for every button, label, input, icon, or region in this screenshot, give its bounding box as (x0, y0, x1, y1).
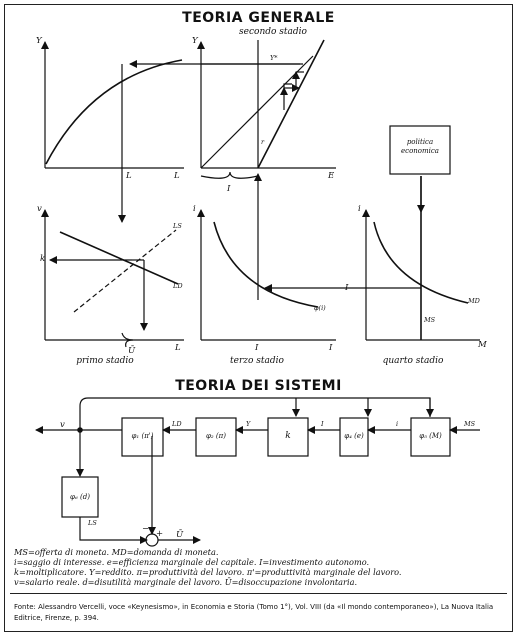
p3-y-label: v (37, 204, 42, 214)
stage-second-label: secondo stadio (239, 27, 307, 37)
p1-y-label: Y (36, 36, 42, 46)
sys-plus-label: + (156, 529, 164, 539)
source-note: Fonte: Alessandro Vercelli, voce «Keynesismo», in Economia e Storia (Tomo 1°), Vol. VIII (da «Il mondo contemporaneo»), La Nuova Italia Editrice, Firenze, p. 394. (14, 603, 494, 622)
p4-I-mark: I (255, 343, 259, 353)
sys-minus-label: − (142, 524, 150, 534)
p1-L-mark: L (126, 171, 132, 181)
panel-production-function (45, 42, 184, 222)
stage-fourth-label: quarto stadio (382, 356, 444, 366)
legend-line: v=salario reale. d=disutilità marginale del lavoro. Ū=disoccupazione involontaria. (14, 577, 358, 588)
panel-investment-function (201, 210, 336, 340)
p3-x-label: L (175, 343, 181, 353)
p4-curve-label: φ(i) (314, 304, 326, 312)
title-general-theory: TEORIA GENERALE (182, 10, 335, 26)
source-separator (10, 593, 507, 594)
policy-box-label: politica economica (401, 138, 439, 155)
legend-line: i=saggio di interesse. e=efficienza marginale del capitale. I=investimento autonomo. (14, 557, 370, 568)
legend (14, 547, 509, 587)
sys-LD-label: LD (172, 420, 182, 428)
system-diagram (36, 398, 480, 546)
stage-first-label: primo stadio (76, 356, 134, 366)
sys-Y-label: Y (246, 420, 251, 428)
sys-box-phi-pi-label: φ₂ (π) (206, 432, 226, 440)
p3-U-label: Ū (128, 346, 136, 356)
p2-x-label: E (328, 171, 335, 181)
p2-r-label: r (261, 138, 265, 146)
sys-LS-label: LS (88, 519, 97, 527)
stage-third-label: terzo stadio (230, 356, 284, 366)
title-systems-theory: TEORIA DEI SISTEMI (175, 378, 342, 394)
p5-y-label: i (358, 204, 361, 214)
p1-production-curve (46, 60, 182, 164)
p5-I-label: I (345, 283, 349, 293)
p2-staircase (284, 84, 292, 95)
p2-y-label: Y (192, 36, 198, 46)
p2-ystar-label: Y* (270, 54, 278, 62)
panel-labour-market (45, 210, 184, 347)
p2-aggregate-demand-line (258, 40, 324, 168)
sys-box-k-label: k (285, 431, 291, 441)
sys-U-label: Ū (176, 530, 184, 540)
p5-x-label: M (478, 340, 487, 350)
p5-MS-label: MS (424, 316, 436, 324)
sys-box-phi-d-label: φ₆ (d) (70, 493, 90, 501)
p5-MD-label: MD (468, 297, 480, 305)
legend-line: MS=offerta di moneta. MD=domanda di moneta. (14, 547, 219, 557)
p1-x-label: L (174, 171, 180, 181)
sys-i-label: i (396, 420, 399, 428)
p3-LD-label: LD (173, 282, 183, 290)
sys-MS-label: MS (464, 420, 476, 428)
p2-investment-brace (201, 172, 258, 178)
p2-I-label: I (227, 184, 231, 194)
sys-v-label: v (60, 420, 65, 430)
sys-I-label: I (321, 420, 324, 428)
sys-box-phi-e-label: φ₄ (e) (344, 432, 364, 440)
p3-k-label: k (40, 254, 46, 264)
p3-LS-label: LS (173, 222, 182, 230)
p4-x-label: I (329, 343, 333, 353)
p4-y-label: i (193, 204, 196, 214)
p3-LS-curve (74, 230, 176, 312)
panel-money-market (265, 126, 480, 340)
sys-box-phi-M-label: φ₅ (M) (419, 432, 442, 440)
sys-feedback-top (80, 398, 430, 430)
sys-box-phi-pi-prime-label: φ₁ (π') (131, 432, 154, 440)
p4-investment-curve (214, 222, 318, 307)
legend-line: k=moltiplicatore. Y=reddito. π=produttività del lavoro. π'=produttività marginale del lavoro. (14, 567, 402, 578)
